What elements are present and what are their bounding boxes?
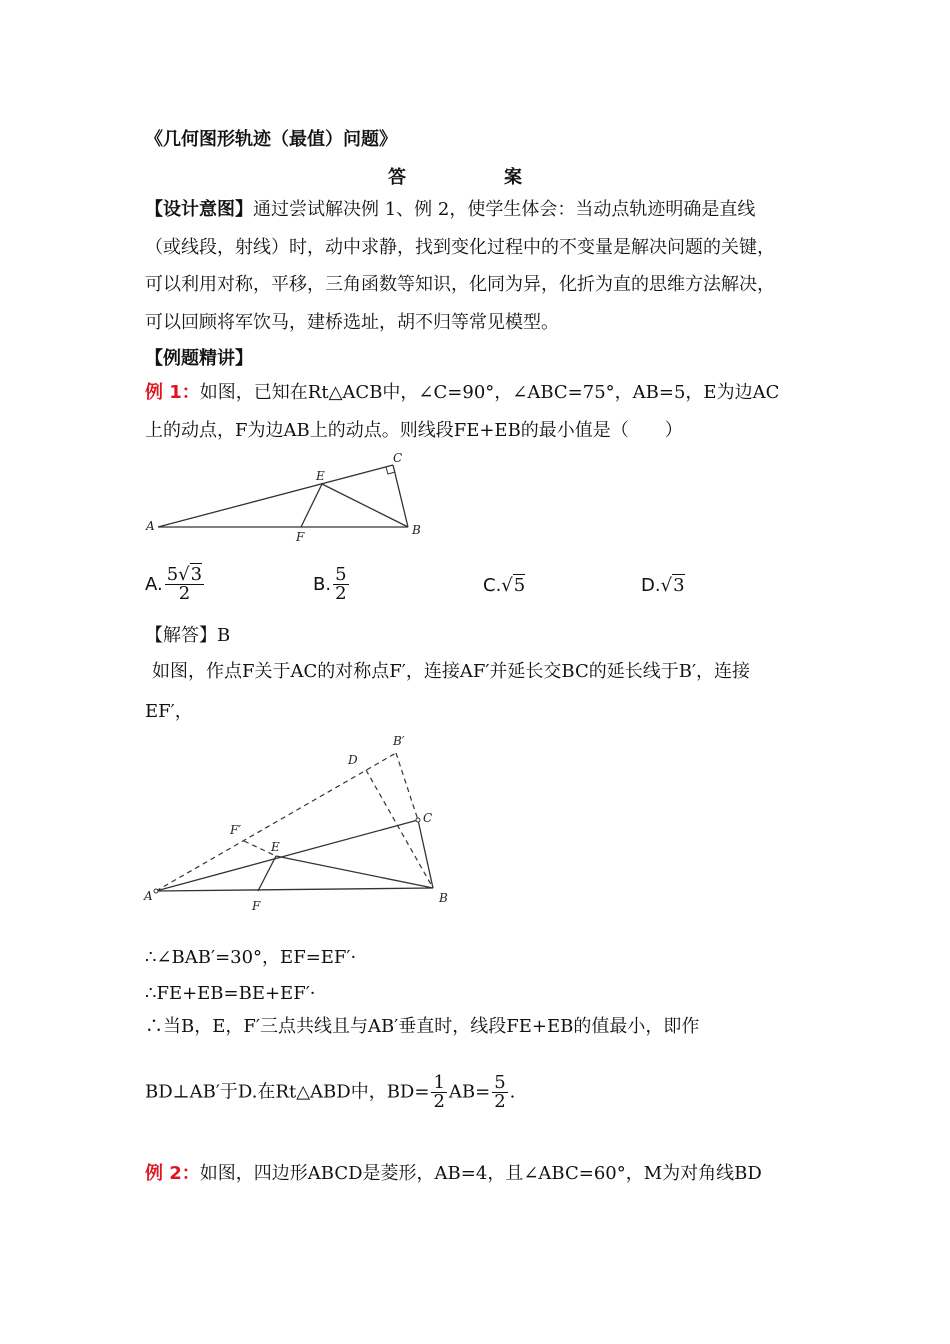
- ex1-step-4-f2-den: 2: [494, 1091, 506, 1112]
- ex1-figure-solution: [140, 728, 460, 918]
- ex1-step-1: ∴∠BAB′=30°，EF=EF′·: [145, 947, 357, 968]
- fig2-label-f-prime: F′: [230, 823, 242, 837]
- option-c: C.√5: [483, 575, 526, 596]
- ex1-figure-triangle: [140, 448, 440, 548]
- ex1-question-line-2: 上的动点，F为边AB上的动点。则线段FE+EB的最小值是（ ）: [145, 420, 683, 441]
- ex1-step-4-text-c: .: [509, 1081, 516, 1103]
- design-intent-line-4: 可以回顾将军饮马，建桥选址，胡不归等常见模型。: [145, 312, 559, 333]
- point-c-dot: [416, 818, 420, 822]
- fig1-label-c: C: [393, 451, 403, 465]
- option-b-num: 5: [335, 564, 347, 585]
- fig2-label-a: A: [144, 889, 153, 903]
- dashed-bc-extension: [396, 753, 418, 820]
- design-intent-line-3: 可以利用对称，平移，三角函数等知识，化同为异，化折为直的思维方法解决，: [145, 274, 775, 295]
- option-d-radicand: 3: [673, 575, 685, 596]
- design-intent-text-1: 通过尝试解决例 1、例 2，使学生体会：当动点轨迹明确是直线: [253, 199, 756, 220]
- segment-ac: [158, 465, 393, 527]
- segment-eb: [276, 856, 433, 888]
- ex1-step-3: ∴当B，E，F′三点共线且与AB′垂直时，线段FE+EB的值最小，即作: [145, 1016, 700, 1037]
- option-a: [145, 566, 206, 603]
- ex1-solution-line-2: EF′，: [145, 701, 193, 722]
- ex1-step-4-fraction-1: [431, 1074, 446, 1111]
- fig2-label-b: B: [439, 891, 448, 905]
- design-intent-label: 【设计意图】: [145, 199, 253, 220]
- fig2-label-c: C: [423, 811, 433, 825]
- option-d-prefix: D.: [641, 575, 661, 596]
- fig1-label-b: B: [412, 523, 421, 537]
- option-a-fraction: $\frac{5√3}{2}$: [166, 564, 203, 604]
- ex1-answer: 【解答】B: [145, 625, 231, 646]
- option-a-num: 5: [166, 564, 179, 585]
- option-a-radicand: 3: [190, 564, 203, 585]
- ex2-colon: ：: [181, 1163, 200, 1184]
- segment-ab: [156, 888, 433, 891]
- ex2-label: 例 2: [145, 1163, 182, 1184]
- fig2-label-f: F: [252, 899, 261, 913]
- fig1-label-e: E: [316, 469, 325, 483]
- fig1-label-f: F: [296, 530, 305, 544]
- segment-cb: [418, 820, 433, 888]
- option-d: D.√3: [641, 575, 685, 596]
- ex1-step-4-text-b: AB=: [448, 1081, 491, 1103]
- ex1-question-line-1: [145, 381, 779, 405]
- option-b-prefix: B.: [313, 574, 332, 595]
- segment-cb: [393, 465, 408, 527]
- fig2-label-e: E: [271, 840, 280, 854]
- option-c-radicand: 5: [513, 575, 526, 596]
- ex1-step-4-fraction-2: [492, 1074, 507, 1111]
- option-b-fraction: [333, 566, 348, 603]
- dashed-ab-prime: [156, 753, 396, 891]
- option-a-prefix: A.: [145, 574, 163, 595]
- ex1-solution-line-1: 如图，作点F关于AC的对称点F′，连接AF′并延长交BC的延长线于B′，连接: [152, 661, 751, 682]
- examples-heading: 【例题精讲】: [145, 348, 253, 369]
- doc-title: 《几何图形轨迹（最值）问题》: [145, 129, 397, 150]
- ex2-question-line-1: [145, 1162, 762, 1186]
- segment-ac: [156, 820, 418, 891]
- design-intent-line-2: （或线段，射线）时，动中求静，找到变化过程中的不变量是解决问题的关键，: [145, 237, 775, 258]
- ex1-step-4-text-a: BD⊥AB′于D.在Rt△ABD中，BD=: [145, 1081, 430, 1103]
- ex1-step-4-f1-den: 2: [433, 1091, 445, 1112]
- design-intent-line-1: [145, 198, 755, 222]
- ex1-step-4: [145, 1074, 515, 1111]
- ex1-step-2: ∴FE+EB=BE+EF′·: [145, 983, 316, 1004]
- fig2-label-b-prime: B′: [393, 734, 405, 748]
- ex1-step-4-f1-num: 1: [433, 1072, 445, 1093]
- option-b: [313, 566, 351, 603]
- option-b-den: 2: [335, 583, 347, 604]
- answer-heading: 答 案: [388, 167, 562, 188]
- segment-eb: [322, 484, 408, 527]
- fig2-label-d: D: [348, 753, 358, 767]
- ex1-colon: ：: [181, 382, 200, 403]
- ex2-question-text-1: 如图，四边形ABCD是菱形，AB=4，且∠ABC=60°，M为对角线BD: [199, 1163, 762, 1184]
- dashed-bd: [366, 770, 433, 888]
- fig1-label-a: A: [146, 519, 155, 533]
- ex1-step-4-f2-num: 5: [494, 1072, 506, 1093]
- option-a-den: 2: [178, 583, 191, 604]
- ex1-label: 例 1: [145, 382, 182, 403]
- ex1-question-text-1: 如图，已知在Rt△ACB中，∠C=90°，∠ABC=75°，AB=5，E为边AC: [199, 382, 780, 403]
- option-c-prefix: C.: [483, 575, 502, 596]
- segment-ef: [301, 484, 322, 527]
- point-a-dot: [154, 889, 158, 893]
